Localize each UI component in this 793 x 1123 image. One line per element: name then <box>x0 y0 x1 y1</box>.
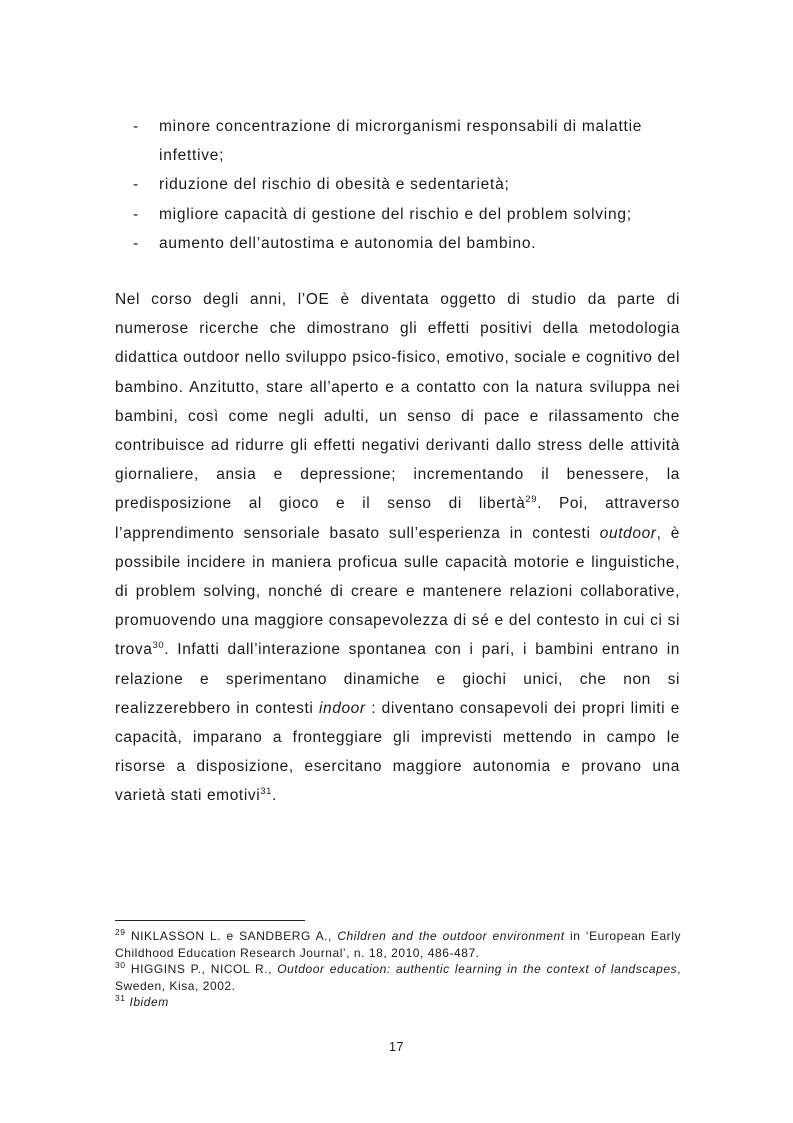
footnote-separator <box>115 920 305 921</box>
list-item <box>133 229 693 258</box>
list-item <box>133 200 693 229</box>
footnote-title: Ibidem <box>125 995 169 1009</box>
footnote-authors: HIGGINS P., NICOL R., <box>125 962 278 976</box>
bullet-marker: - <box>133 118 139 135</box>
list-item-text: riduzione del rischio di obesità e sedentarietà; <box>159 176 510 194</box>
bullet-list <box>133 112 693 258</box>
footnote-number: 30 <box>115 960 126 970</box>
footnotes <box>115 928 681 1011</box>
footnote-number: 31 <box>115 993 126 1003</box>
paragraph-text: : diventano consapevoli dei propri limiti e capacità, imparano a fronteggiare gli imprevisti mettendo in campo le risorse a disposizione, esercitano maggiore autonomia e provano una varietà stati emotivi <box>115 699 680 805</box>
footnote-source: , Sweden, Kisa, 2002. <box>115 962 681 993</box>
paragraph-text: . Infatti dall’interazione spontanea con i pari, i bambini entrano in relazione e sperimentano dinamiche e giochi unici, che non si realizzerebbero in contesti <box>115 641 680 717</box>
footnote-30 <box>115 961 681 994</box>
footnote-31 <box>115 994 681 1011</box>
paragraph-text: . <box>272 787 277 805</box>
page-number: 17 <box>389 1040 404 1054</box>
footnote-reference[interactable]: 30 <box>152 640 165 652</box>
bullet-marker: - <box>133 234 139 252</box>
emphasis-text: indoor <box>318 699 366 717</box>
footnote-title: Outdoor education: authentic learning in the context of landscapes <box>277 962 678 976</box>
list-item-text: minore concentrazione di microrganismi responsabili di malattie infettive; <box>159 118 643 165</box>
paragraph-text: , è possibile incidere in maniera proficua sulle capacità motorie e linguistiche, di problem solving, nonché di creare e mantenere relazioni collaborative, promuovendo una maggiore consapevolezza di sé e del contesto in cui ci si trova <box>115 524 680 659</box>
list-item-text: aumento dell’autostima e autonomia del bambino. <box>159 234 537 252</box>
paragraph-text: . Poi, attraverso l’apprendimento sensoriale basato sull’esperienza in contesti <box>115 495 681 542</box>
body-paragraph <box>115 285 680 811</box>
footnote-number: 29 <box>115 927 126 937</box>
list-item <box>133 170 693 199</box>
list-item <box>133 112 693 170</box>
footnote-title: Children and the outdoor environment <box>337 929 565 943</box>
footnote-authors: NIKLASSON L. e SANDBERG A., <box>125 929 338 943</box>
emphasis-text: outdoor <box>599 524 657 542</box>
paragraph-text: Nel corso degli anni, l’OE è diventata oggetto di studio da parte di numerose ricerche che dimostrano gli effetti positivi della metodologia didattica outdoor nello sviluppo psico-fisico, emotivo, sociale e cognitivo del bambino. Anzitutto, stare all’aperto e a contatto con la natura sviluppa nei bambini, così come negli adulti, un senso di pace e rilassamento che contribuisce ad ridurre gli effetti negativi derivanti dallo stress delle attività giornaliere, ansia e depressione; incrementando il benessere, la predisposizione al gioco e il senso di libertà <box>115 291 680 513</box>
bullet-marker: - <box>133 176 139 194</box>
footnote-reference[interactable]: 31 <box>260 786 273 798</box>
list-item-text: migliore capacità di gestione del rischio e del problem solving; <box>159 205 632 223</box>
footnote-reference[interactable]: 29 <box>525 494 538 506</box>
footnote-29 <box>115 928 681 961</box>
bullet-marker: - <box>133 205 139 223</box>
footnote-source: in ‘European Early Childhood Education Research Journal’, n. 18, 2010, 486-487. <box>115 929 681 960</box>
